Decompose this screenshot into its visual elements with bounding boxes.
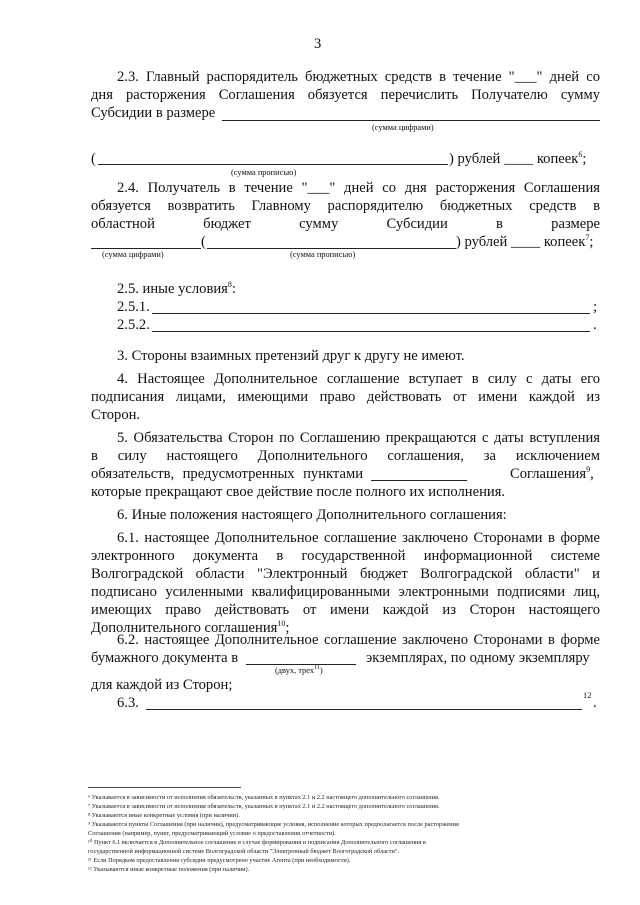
footnote-6: ⁶ Указывается в зависимости от исполнения обязательств, указанных в пунктах 2.1 и 2.2 настоящего дополнительного соглашения.: [88, 794, 440, 801]
p2-5-1-label: 2.5.1.: [117, 299, 150, 315]
page-number: 3: [314, 36, 322, 52]
footnote-7: ⁷ Указывается в зависимости от исполнения обязательств, указанных в пунктах 2.1 и 2.2 настоящего дополнительного соглашения.: [88, 803, 440, 810]
p6-1-line3: Волгоградской области "Электронный бюджет Волгоградской области" и: [91, 566, 600, 582]
p5-line3b: Соглашения$^9$,: [510, 465, 594, 482]
p2-3-line4-end: ) рублей ____ копеек$^6$;: [449, 150, 587, 167]
p6: 6. Иные положения настоящего Дополнительного соглашения:: [117, 507, 507, 523]
p6-1-line4: подписано усиленными квалифицированными электронными подписями лиц,: [91, 584, 600, 600]
caption-return-words: (сумма прописью): [290, 250, 356, 259]
p3: 3. Стороны взаимных претензий друг к другу не имеют.: [117, 348, 465, 364]
p2-4-line3: областной бюджет сумму Субсидии в размере: [91, 216, 600, 232]
footnote-12: ¹² Указываются иные конкретные положения (при наличии).: [88, 866, 250, 873]
p2-5-2-tail: .: [593, 317, 597, 333]
p6-2-line2a: бумажного документа в: [91, 650, 239, 666]
p4-line2: подписания лицами, имеющими право действовать от имени каждой из: [91, 389, 600, 405]
p6-3-tail: .: [593, 695, 597, 711]
copies-count-line: [246, 664, 356, 665]
p6-1-line2: электронного документа в государственной информационной системе: [91, 548, 600, 564]
footnote-9: ⁹ Указываются пункты Соглашения (при наличии), предусматривающие условия, исполнение которых предполагается после расторжения: [88, 821, 459, 828]
return-sum-digits-line: [91, 248, 201, 249]
p6-1-line1: 6.1. настоящее Дополнительное соглашение заключено Сторонами в форме: [117, 530, 600, 546]
p4-line3: Сторон.: [91, 407, 141, 423]
p6-2-line2b: экземплярах, по одному экземпляру: [366, 650, 590, 666]
p5-line3a: обязательств, предусмотренных пунктами: [91, 466, 363, 482]
sum-words-line: [98, 164, 448, 165]
p6-3-line: [146, 709, 582, 710]
p6-2-line3: для каждой из Сторон;: [91, 677, 233, 693]
p6-1-line5: имеющих право действовать от имени каждой из Сторон настоящего: [91, 602, 600, 618]
sum-digits-line: [222, 120, 600, 121]
caption-copies: (двух, трех$^{11}$): [275, 665, 323, 675]
p6-2-line1: 6.2. настоящее Дополнительное соглашение заключено Сторонами в форме: [117, 632, 600, 648]
p5-line1: 5. Обязательства Сторон по Соглашению прекращаются с даты вступления: [117, 430, 600, 446]
p2-3-line4-open: (: [91, 151, 96, 167]
caption-sum-words: (сумма прописью): [231, 168, 297, 177]
return-sum-words-line: [207, 248, 456, 249]
footnote-11: ¹¹ Если Порядком предоставления субсидии предусмотрено участие Агента (при необходимости).: [88, 857, 351, 864]
p2-4-line4-end: ) рублей ____ копеек$^7$;: [456, 233, 594, 250]
p5-line4: которые прекращают свое действие после полного их исполнения.: [91, 484, 506, 500]
p5-line2: в силу настоящего Дополнительного соглашения, за исключением: [91, 448, 600, 464]
p6-1-line6: Дополнительного соглашения$^{10}$;: [91, 619, 290, 636]
p6-3-label: 6.3.: [117, 695, 139, 711]
footnote-8: ⁸ Указываются иные конкретные условия (при наличии).: [88, 812, 240, 819]
p2-5-2-line: [152, 331, 590, 332]
p2-3-line3: Субсидии в размере: [91, 105, 216, 121]
p2-5-title: 2.5. иные условия$^8$:: [117, 280, 236, 297]
p6-3-sup: 12: [583, 691, 592, 700]
caption-return-digits: (сумма цифрами): [102, 250, 164, 259]
p5-points-line: [371, 480, 467, 481]
p2-4-line1: 2.4. Получатель в течение "___" дней со дня расторжения Соглашения: [117, 180, 600, 196]
footnote-10: ¹⁰ Пункт 6.1 включается в Дополнительное соглашение в случае формирования и подписания Дополнительного соглашения в: [88, 839, 426, 846]
footnote-9-cont: Соглашения (например, пункт, предусматривающий условие о предоставлении отчетности).: [88, 830, 336, 837]
p2-3-line1: 2.3. Главный распорядитель бюджетных средств в течение "___" дней со: [117, 69, 600, 85]
p2-5-1-line: [152, 313, 590, 314]
p2-4-line4-paren: (: [201, 234, 206, 250]
p2-3-line2: дня расторжения Соглашения обязуется перечислить Получателю сумму: [91, 87, 600, 103]
caption-sum-digits: (сумма цифрами): [372, 123, 434, 132]
footnote-10-cont: государственной информационной системе Волгоградской области "Электронный бюджет Волгоградской области".: [88, 848, 400, 855]
p2-4-line2: обязуется возвратить Главному распорядителю бюджетных средств в: [91, 198, 600, 214]
p2-5-2-label: 2.5.2.: [117, 317, 150, 333]
p2-5-1-tail: ;: [593, 299, 598, 315]
p4-line1: 4. Настоящее Дополнительное соглашение вступает в силу с даты его: [117, 371, 600, 387]
footnote-separator: [88, 787, 241, 788]
